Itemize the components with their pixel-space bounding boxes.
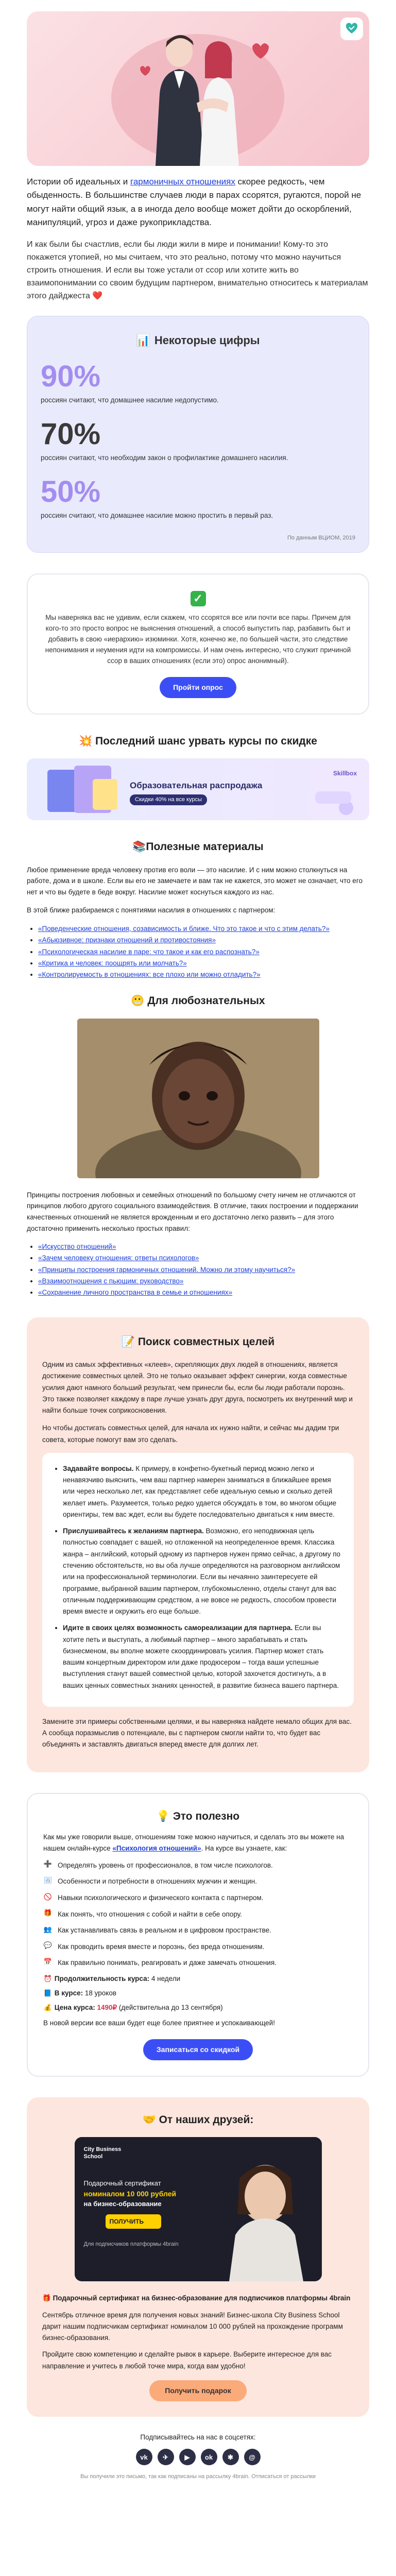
- zen-icon[interactable]: ✱: [222, 2449, 239, 2465]
- goal-tip-head: Идите в своих целях возможность самореализации для партнера.: [63, 1624, 293, 1632]
- promo-line1: Подарочный сертификат: [83, 2179, 161, 2188]
- sale-banner-title: Образовательная распродажа: [130, 781, 263, 791]
- list-item: [38, 1252, 369, 1264]
- ok-icon[interactable]: ok: [201, 2449, 217, 2465]
- intro-lead: [27, 175, 369, 229]
- goal-tip: [63, 1463, 342, 1520]
- stat-description: россиян считают, что домашнее насилие недопустимо.: [41, 396, 219, 404]
- course-duration-label: Продолжительность курса:: [54, 1974, 150, 1982]
- stat-number: 70%: [41, 417, 101, 451]
- enroll-discount-button[interactable]: Записаться со скидкой: [143, 2039, 253, 2060]
- curious-links-list: [38, 1241, 369, 1298]
- goal-tip-body: К примеру, в конфетно-букетный период можно легко и ненавязчиво выяснить, чем ваш партнер намерен заниматься в ближайшее время или через несколько лет, как представляет себе идеальную семью и сколько детей желает иметь. Разумеется, только редко удается обсуждать в том, во многом общие ориентиры, тем вас ждет, если вы будете последовательно двигаться к ним вместе.: [63, 1464, 337, 1518]
- article-link[interactable]: «Психологическая насилие в паре: что такое и как его распознать?»: [38, 947, 260, 956]
- goals-p3: Замените эти примеры собственными целями, и вы наверняка найдете немало общих для вас. А сообща поразмыслив о потенциале, вы с партнером смогли найти то, что будет вас объединять и заставлять двигаться вперед вместе для долгих лет.: [42, 1717, 352, 1749]
- goal-tip: [63, 1526, 342, 1617]
- materials-title: 📚Полезные материалы: [132, 841, 264, 853]
- youtube-icon[interactable]: ▶: [179, 2449, 196, 2465]
- promo-cta: ПОЛУЧИТЬ: [109, 2218, 144, 2226]
- course-benefit-item: [43, 1909, 353, 1920]
- stats-title-text: Некоторые цифры: [154, 334, 260, 347]
- intro-lead-text: Истории об идеальных и: [27, 177, 131, 187]
- footer: [27, 2432, 369, 2481]
- course-benefit-item: [43, 1892, 353, 1904]
- mail-icon[interactable]: @: [244, 2449, 261, 2465]
- clock-icon: ⏰: [43, 1974, 53, 1982]
- article-link[interactable]: «Абьюзивное: признаки отношений и противостояния»: [38, 936, 216, 944]
- promo-line2: номиналом 10 000 рублей: [83, 2190, 177, 2198]
- prohibit-icon: 🚫: [43, 1892, 53, 1901]
- friends-head-text: Подарочный сертификат на бизнес-образование для подписчиков платформы 4brain: [53, 2294, 351, 2302]
- article-link[interactable]: «Поведенческие отношения, созависимость и ближе. Что это такое и что с этим делать?»: [38, 924, 330, 933]
- stats-card: [27, 316, 369, 553]
- people-icon: 👥: [43, 1925, 53, 1933]
- goals-tips-box: [42, 1453, 354, 1707]
- course-benefit-text: Как правильно понимать, реагировать и даже замечать отношения.: [58, 1959, 277, 1967]
- goals-p2: Но чтобы достигать совместных целей, для начала их нужно найти, и сейчас мы дадим три совета, которые помогут вам это сделать.: [42, 1424, 339, 1444]
- materials-p1: Любое применение вреда человеку против его воли — это насилие. И с ним можно столкнуться на работе, дома и в школе. Если вы его не замечаете и вам так не кажется, это может не означает, что его нет и что вы будете в беде вокруг. Насилие может коснуться каждого из нас.: [27, 866, 363, 896]
- stat-item: [41, 418, 355, 463]
- hero-banner: [27, 11, 369, 166]
- sale-banner[interactable]: [27, 758, 369, 820]
- gift-icon: 🎁: [43, 1909, 53, 1917]
- list-item: [38, 969, 369, 980]
- course-benefit-text: Определять уровень от профессионалов, в том числе психологов.: [58, 1861, 273, 1869]
- goal-tip-head: Прислушивайтесь к желаниям партнера.: [63, 1527, 204, 1535]
- promo-line4: Для подписчиков платформы 4brain: [83, 2241, 179, 2248]
- useful-title: 💡 Это полезно: [156, 1810, 240, 1822]
- city-business-school-promo[interactable]: [75, 2137, 322, 2281]
- list-item: [38, 958, 369, 969]
- telegram-icon[interactable]: ✈: [158, 2449, 174, 2465]
- stat-description: россиян считают, что необходим закон о профилактике домашнего насилия.: [41, 454, 288, 462]
- stat-description: россиян считают, что домашнее насилие можно простить в первый раз.: [41, 512, 273, 520]
- materials-p2: В этой ближе разбираемся с понятиями насилия в отношениях с партнером:: [27, 906, 276, 914]
- goals-title: 📝 Поиск совместных целей: [121, 1335, 275, 1348]
- list-item: [38, 946, 369, 958]
- article-link[interactable]: «Принципы построения гармоничных отношений. Можно ли этому научиться?»: [38, 1265, 296, 1274]
- goal-tip-body: Возможно, его неподвижная цель полностью совпадает с вашей, но отложенной на неопределенное время. Классика жанра – английский, который одному из партнеров нужен прямо сейчас, а другому по стечению обстоятельств, но вы оба лучше определяются на разговорном английском или на профессиональной терминологии. Если вы нечаянно заинтересуете ей программе, выбранной вашим партнером, глубокомысленно, отделы станут для вас отличным поддерживающим средством, а не вовсе не редкость, способом провести время вместе и окружить его еще больше.: [63, 1527, 341, 1616]
- friends-p2: Пройдите свою компетенцию и сделайте рывок в карьере. Выберите интересное для вас направление и учитесь в любой точке мира, когда вам удобно!: [42, 2350, 332, 2370]
- article-link[interactable]: «Критика и человек: поощрять или молчать?»: [38, 959, 187, 967]
- vk-icon[interactable]: vk: [136, 2449, 152, 2465]
- course-duration: [43, 1974, 353, 1984]
- list-item: [38, 935, 369, 946]
- course-price-note: (действительна до 13 сентября): [117, 2004, 223, 2012]
- course-benefit-item: [43, 1957, 353, 1969]
- heart-logo-icon[interactable]: [340, 18, 363, 40]
- list-item: [38, 1264, 369, 1276]
- promo-line3: на бизнес-образование: [83, 2200, 162, 2208]
- social-links: [27, 2449, 369, 2465]
- course-benefit-text: Как проводить время вместе и порознь, без вреда отношениям.: [58, 1942, 265, 1951]
- course-lessons: [43, 1988, 353, 1998]
- stats-source: По данным ВЦИОМ, 2019: [287, 534, 355, 541]
- article-link[interactable]: «Взаимоотношения с пьющим: руководство»: [38, 1277, 184, 1285]
- course-benefit-item: [43, 1925, 353, 1936]
- course-benefit-text: Как понять, что отношения с собой и найти в себе опору.: [58, 1910, 242, 1918]
- course-duration-value: 4 недели: [149, 1974, 181, 1982]
- course-benefit-item: [43, 1941, 353, 1953]
- useful-card: [27, 1793, 369, 2077]
- course-lessons-value: 18 уроков: [83, 1989, 116, 1997]
- calendar-icon: 📅: [43, 1957, 53, 1965]
- list-item: [38, 1241, 369, 1252]
- materials-links-list: [38, 923, 369, 980]
- stat-item: [41, 360, 355, 405]
- article-link[interactable]: «Контролируемость в отношениях: все плохо или можно отладить?»: [38, 971, 261, 979]
- stat-number: 90%: [41, 360, 101, 394]
- checkmark-icon: ✓: [191, 591, 206, 606]
- materials-section: [27, 865, 369, 1299]
- friends-p1: Сентябрь отличное время для получения новых знаний! Бизнес-школа City Business School дарит нашим подписчикам сертификат номиналом 10 000 рублей на прохождение программ бизнес-образования.: [42, 2311, 343, 2342]
- goal-tip-body: Если вы хотите петь и выступать, а любимый партнер – много зарабатывать и стать бизнесменом, вы вполне можете скоординировать усилия. Партнер может стать вашим концертным директором или даже продюсером – тогда ваши успешные выступления станут вашей совместной целью, которой захочется достигнуть, а в ваших ценных совместных знаниях ценностей, в развитие бизнеса вашего партнера.: [63, 1624, 339, 1689]
- course-benefit-item: [43, 1860, 353, 1871]
- brand-logo: Skillbox: [333, 770, 357, 777]
- useful-intro-text-end: . На курсе вы узнаете, как:: [201, 1844, 287, 1853]
- stat-item: [41, 476, 355, 521]
- article-link[interactable]: «Искусство отношений»: [38, 1243, 116, 1251]
- footer-fine-print: Вы получили это письмо, так как подписаны на рассылку 4brain. Отписаться от рассылки: [80, 2473, 316, 2480]
- stats-title: [41, 332, 355, 349]
- poll-text: Мы наверняка вас не удивим, если скажем, что ссорятся все или почти все пары. Причем для кого-то это просто вопрос не выяснения отношений, а способ выпустить пар, разбавить быт и добавить в свою «иерархию» изюминки. Хотя, конечно же, по большей части, это следствие непонимания и неумения идти на компромиссы. И нам очень интересно, что служит причиной ссор в ваших отношениях (если это) опрос анонимный).: [45, 614, 351, 665]
- materials-p3: Принципы построения любовных и семейных отношений по большому счету ничем не отличаются от принципов любого другого социального взаимодействия. В отличие, таких построении и поддержании качественных отношений не является врожденным и его достаточно легко развить – для этого достаточно применить несколько простых правил:: [27, 1191, 358, 1232]
- course-benefit-text: Как устанавливать связь в реальном и в цифровом пространстве.: [58, 1926, 271, 1935]
- course-benefit-item: [43, 1876, 353, 1887]
- child-photo-art: [77, 1019, 319, 1178]
- goals-p1: Одним из самых эффективных «клеев», скрепляющих двух людей в отношениях, является достижение совместных целей. Это не только оказывает эффект синергии, когда совместные усилия дают намного больший результат, чем принесли бы, если бы люди работали порознь. Это также позволяет каждому в паре лучше узнать друг друга, посмотреть их внутренний мир и найти больше точек соприкосновения.: [42, 1361, 353, 1415]
- goals-tips-list: [63, 1463, 342, 1691]
- chart-emoji-icon: 📊: [136, 334, 150, 347]
- useful-intro-text: Как мы уже говорили выше, отношениям тоже можно научиться, и сделать это вы можете на нашем онлайн-курсе: [43, 1833, 345, 1853]
- curious-photo: [77, 1019, 319, 1178]
- course-price: [43, 2003, 353, 2013]
- hero-illustration: [27, 11, 369, 166]
- useful-tail: В новой версии все ваши будет еще более приятнее и успокаивающей!: [43, 2019, 275, 2027]
- article-link[interactable]: «Сохранение личного пространства в семье и отношениях»: [38, 1289, 233, 1297]
- goal-tip-head: Задавайте вопросы.: [63, 1464, 134, 1472]
- money-icon: 💰: [43, 2004, 53, 2012]
- take-poll-button[interactable]: Пройти опрос: [160, 677, 236, 698]
- harmonious-relationships-link[interactable]: гармоничных отношениях: [130, 177, 235, 187]
- course-price-label: Цена курса:: [54, 2004, 95, 2012]
- chat-icon: 💬: [43, 1941, 53, 1950]
- joint-goals-card: [27, 1317, 369, 1772]
- friends-head: [42, 2293, 354, 2304]
- relationships-course-link[interactable]: «Психология отношений»: [112, 1844, 201, 1853]
- course-lessons-label: В курсе:: [54, 1989, 83, 1997]
- course-benefit-text: Навыки психологического и физического контакта с партнером.: [58, 1893, 264, 1902]
- gift-icon: 🎁: [42, 2294, 53, 2302]
- poll-card: [27, 573, 369, 715]
- article-link[interactable]: «Зачем человеку отношения: ответы психологов»: [38, 1254, 199, 1262]
- list-item: [38, 1276, 369, 1287]
- intro-lead-text-end: скорее редкость, чем обыденность. В большинстве случаев люди в парах ссорятся, ругаются, порой не могут найти общий язык, а в иногда дело вообще может дойти до оскорблений, манипуляций, угроз и даже рукоприкладства.: [27, 177, 361, 228]
- course-price-value: 1490₽: [95, 2004, 117, 2012]
- intro-second-paragraph: И как были бы счастлив, если бы люди жили в мире и понимании! Кому-то это покажется утопией, но мы считаем, что это реально, потому что можно научиться строить отношения. И если вы тоже устали от ссор или хотите жить во взаимопонимании со своим будущим партнером, внимательно относитесь к материалам этого дайджеста ❤️: [27, 240, 368, 300]
- stat-number: 50%: [41, 475, 101, 509]
- list-item: [38, 923, 369, 935]
- plus-icon: ➕: [43, 1860, 53, 1868]
- course-benefit-text: Особенности и потребности в отношениях мужчин и женщин.: [58, 1877, 257, 1886]
- footer-subscribe: Подписывайтесь на нас в соцсетях:: [140, 2433, 256, 2442]
- promo-brand: City Business School: [83, 2146, 122, 2160]
- useful-intro: [43, 1832, 353, 1855]
- intro-section: [27, 175, 369, 302]
- sale-banner-pill: Скидки 40% на все курсы: [130, 794, 207, 805]
- curious-title: 😬 Для любознательных: [131, 995, 265, 1007]
- friends-card: [27, 2097, 369, 2417]
- friends-title: 🤝 От наших друзей:: [142, 2113, 254, 2126]
- list-item: [38, 1287, 369, 1298]
- book-icon: 📘: [43, 1989, 53, 1997]
- frame-icon: 🖼: [43, 1876, 53, 1884]
- goal-tip: [63, 1622, 342, 1691]
- get-gift-button[interactable]: Получить подарок: [149, 2380, 246, 2401]
- course-title: 💥 Последний шанс урвать курсы по скидке: [79, 735, 317, 747]
